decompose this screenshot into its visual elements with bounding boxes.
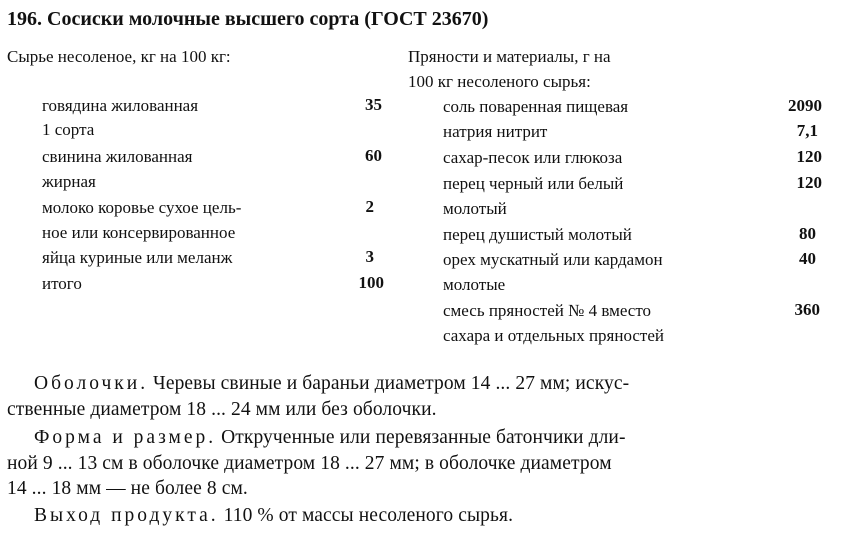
ingredient-label: 1 сорта xyxy=(42,120,95,139)
spice-label: перец черный или белый xyxy=(443,174,624,193)
spice-value: 120 xyxy=(796,173,822,192)
spice-label: натрия нитрит xyxy=(443,122,548,141)
ingredient-label: жирная xyxy=(42,172,96,191)
ingredient-label: молоко коровье сухое цель- xyxy=(42,198,242,217)
spice-label: смесь пряностей № 4 вместо xyxy=(443,301,652,320)
ingredient-value: 3 xyxy=(365,247,374,266)
recipe-title: 196. Сосиски молочные высшего сорта (ГОСТ 23670) xyxy=(7,8,489,30)
spice-value: 120 xyxy=(796,147,822,166)
spice-label: соль поваренная пищевая xyxy=(443,97,629,116)
spice-label: сахара и отдельных пряностей xyxy=(443,326,664,345)
casings-paragraph xyxy=(34,373,629,395)
casings-term: Оболочки. xyxy=(34,373,149,394)
shape-term: Форма и размер. xyxy=(34,427,217,448)
spice-value: 80 xyxy=(799,224,816,243)
spice-value: 360 xyxy=(794,300,820,319)
shape-paragraph xyxy=(34,427,626,449)
ingredient-value: 35 xyxy=(365,95,382,114)
shape-text-line3: 14 ... 18 мм — не более 8 см. xyxy=(7,478,248,499)
ingredient-value: 2 xyxy=(365,197,374,216)
yield-term: Выход продукта. xyxy=(34,505,219,526)
spices-header-line2: 100 кг несоленого сырья: xyxy=(408,72,591,91)
ingredient-label: итого xyxy=(42,274,82,293)
ingredient-total: 100 xyxy=(358,273,384,292)
spice-value: 2090 xyxy=(788,96,822,115)
ingredient-label: говядина жилованная xyxy=(42,96,199,115)
spices-header-line1: Пряности и материалы, г на xyxy=(408,47,611,66)
ingredient-label: яйца куриные или меланж xyxy=(42,248,233,267)
ingredient-label: ное или консервированное xyxy=(42,223,236,242)
casings-text-line2: ственные диаметром 18 ... 24 мм или без оболочки. xyxy=(7,399,437,420)
raw-materials-header: Сырье несоленое, кг на 100 кг: xyxy=(7,47,231,66)
shape-text: Открученные или перевязанные батончики дли- xyxy=(216,427,626,448)
ingredient-label: свинина жилованная xyxy=(42,147,193,166)
shape-text-line2: ной 9 ... 13 см в оболочке диаметром 18 ... 27 мм; в оболочке диаметром xyxy=(7,453,612,474)
yield-paragraph xyxy=(34,505,513,527)
yield-text: 110 % от массы несоленого сырья. xyxy=(218,505,514,526)
ingredient-value: 60 xyxy=(365,146,382,165)
spice-label: орех мускатный или кардамон xyxy=(443,250,663,269)
spice-label: сахар-песок или глюкоза xyxy=(443,148,623,167)
spice-value: 40 xyxy=(799,249,816,268)
spice-value: 7,1 xyxy=(796,121,818,140)
casings-text: Черевы свиные и бараньи диаметром 14 ... 27 мм; искус- xyxy=(148,373,630,394)
spice-label: перец душистый молотый xyxy=(443,225,632,244)
spice-label: молотый xyxy=(443,199,507,218)
spice-label: молотые xyxy=(443,275,506,294)
